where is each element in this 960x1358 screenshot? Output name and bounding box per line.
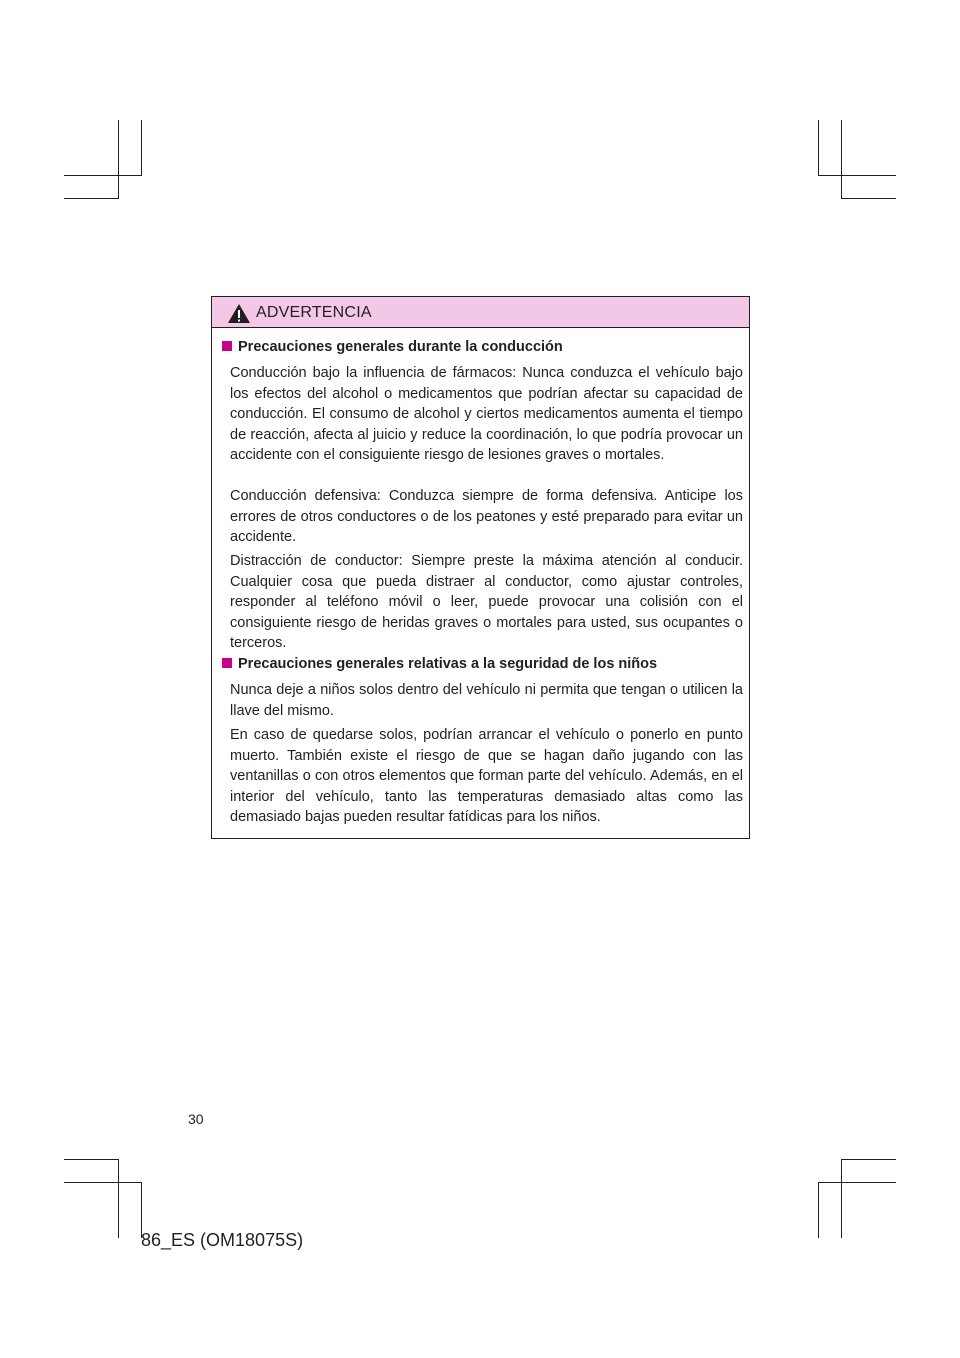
crop-mark	[841, 1159, 896, 1160]
crop-mark	[841, 1159, 842, 1238]
crop-mark	[64, 175, 142, 176]
square-bullet-icon	[222, 341, 232, 351]
square-bullet-icon	[222, 658, 232, 668]
warning-title: ADVERTENCIA	[256, 304, 372, 321]
crop-mark	[141, 120, 142, 175]
crop-mark	[118, 1159, 119, 1238]
paragraph: Conducción bajo la influencia de fármacos: Nunca conduzca el vehículo bajo los efectos del alcohol o medicamentos que podrían afectar su capacidad de conducción. El consumo de alcohol y ciertos medicamentos aumenta el tiempo de reacción, afecta al juicio y reduce la coordinación, lo que podría provocar un accidente con el consiguiente riesgo de lesiones graves o mortales.	[230, 365, 743, 463]
paragraph: Distracción de conductor: Siempre preste la máxima atención al conducir. Cualquier cosa que pueda distraer al conductor, como ajustar controles, responder al teléfono móvil o leer, puede provocar una colisión con el consiguiente riesgo de heridas graves o mortales para usted, sus ocupantes o terceros.	[230, 553, 743, 651]
crop-mark	[118, 120, 119, 199]
paragraph: En caso de quedarse solos, podrían arrancar el vehículo o ponerlo en punto muerto. También existe el riesgo de que se hagan daño jugando con las ventanillas o con otros elementos que forman parte del vehículo. Además, en el interior del vehículo, tanto las temperaturas demasiado altas como las demasiado bajas pueden resultar fatídicas para los niños.	[230, 727, 743, 825]
crop-mark	[818, 1182, 896, 1183]
section-heading: Precauciones generales durante la conducción	[222, 339, 563, 355]
warning-box	[211, 296, 750, 839]
paragraph: Nunca deje a niños solos dentro del vehículo ni permita que tengan o utilicen la llave del mismo.	[230, 682, 743, 719]
warning-triangle-icon	[227, 303, 251, 324]
crop-mark	[841, 198, 896, 199]
crop-mark	[818, 120, 819, 175]
crop-mark	[818, 1182, 819, 1238]
crop-mark	[64, 198, 119, 199]
crop-mark	[64, 1159, 119, 1160]
crop-mark	[64, 1182, 142, 1183]
warning-header	[212, 297, 749, 328]
crop-mark	[841, 120, 842, 199]
crop-mark	[818, 175, 896, 176]
section-heading: Precauciones generales relativas a la seguridad de los niños	[222, 656, 657, 672]
paragraph: Conducción defensiva: Conduzca siempre de forma defensiva. Anticipe los errores de otros conductores o de los peatones y esté preparado para evitar un accidente.	[230, 488, 743, 545]
page-number: 30	[188, 1111, 204, 1127]
document-code: 86_ES (OM18075S)	[141, 1230, 304, 1250]
